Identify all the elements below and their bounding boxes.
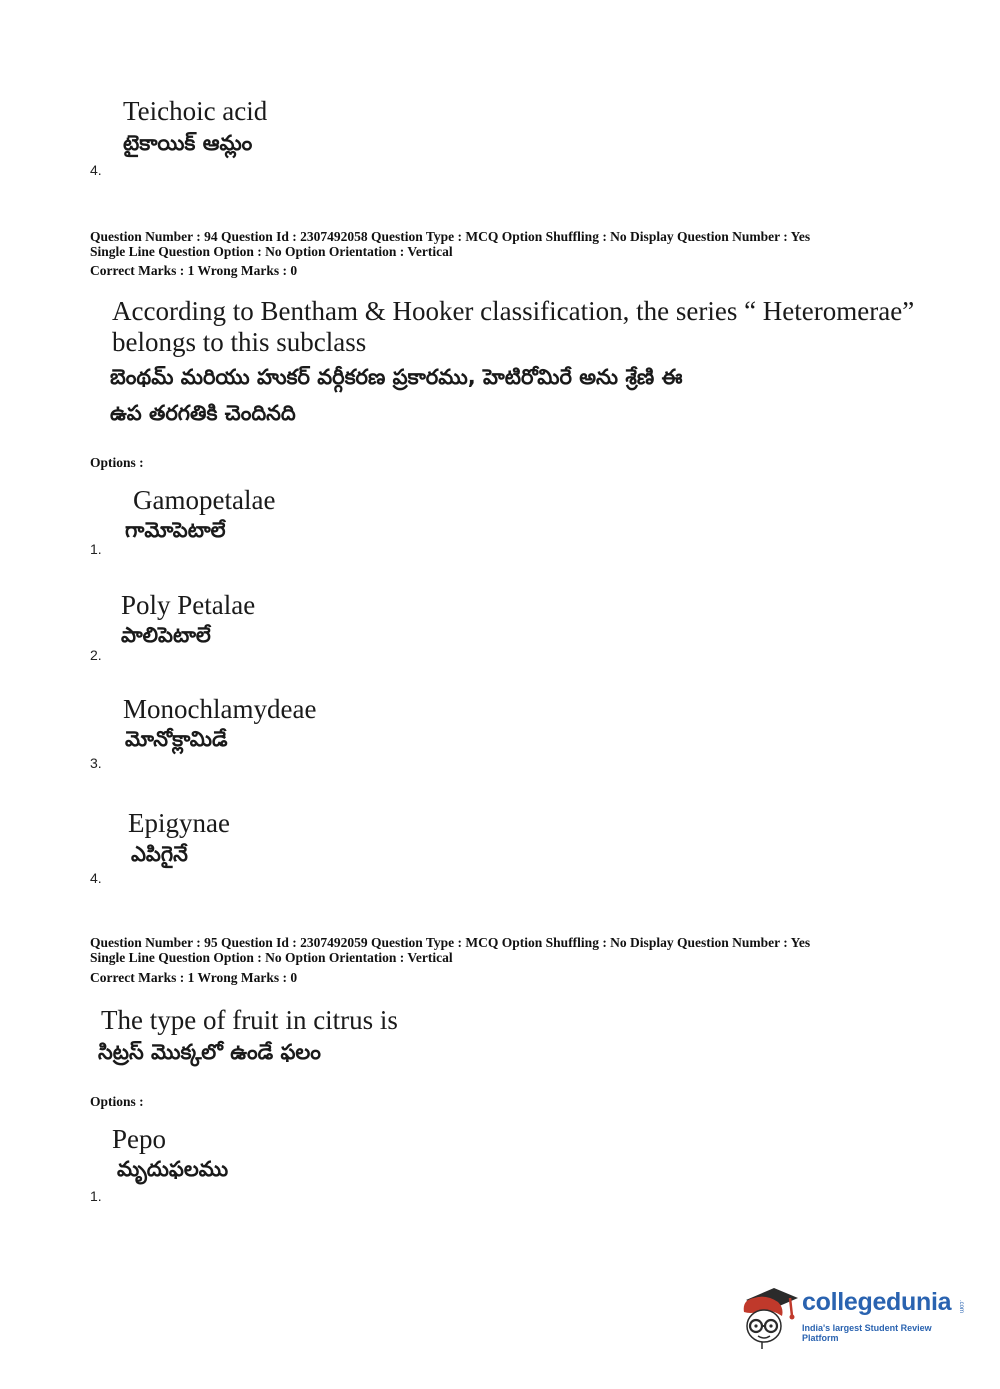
q94-option-2-text-te: పాలిపెటాలే bbox=[121, 623, 211, 647]
q95-option-1-text-en: Pepo bbox=[112, 1124, 166, 1154]
q94-meta-line2: Single Line Question Option : No Option Orientation : Vertical bbox=[90, 244, 453, 259]
q94-option-3-text-te: మోనోక్లామిడే bbox=[125, 727, 228, 751]
prev-option4-number: 4. bbox=[90, 162, 102, 178]
collegedunia-logo-suffix: .com bbox=[958, 1300, 964, 1314]
q95-question-te: సిట్రస్ మొక్కలో ఉండే ఫలం bbox=[98, 1040, 321, 1064]
q95-meta-line1: Question Number : 95 Question Id : 2307492059 Question Type : MCQ Option Shuffling : No Display Question Number : Yes bbox=[90, 935, 811, 950]
q94-option-4-number: 4. bbox=[90, 870, 102, 886]
q94-question-te-line1: బెంథమ్ మరియు హుకర్ వర్గీకరణ ప్రకారము, హెటిరోమిరే అను శ్రేణి ఈ bbox=[110, 365, 683, 389]
q94-option-3-number: 3. bbox=[90, 755, 102, 771]
q94-option-1-number: 1. bbox=[90, 541, 102, 557]
q95-meta-line2: Single Line Question Option : No Option Orientation : Vertical bbox=[90, 950, 453, 965]
prev-option4-text-en: Teichoic acid bbox=[123, 96, 268, 126]
collegedunia-watermark bbox=[740, 1282, 970, 1352]
q94-option-4-text-en: Epigynae bbox=[128, 808, 230, 838]
q95-marks: Correct Marks : 1 Wrong Marks : 0 bbox=[90, 970, 298, 985]
prev-option4-text-te: టైకాయిక్ ఆమ్లం bbox=[123, 131, 253, 155]
q94-option-2-text-en: Poly Petalae bbox=[121, 590, 256, 620]
q95-option-1-text-te: మృదుఫలము bbox=[117, 1157, 229, 1181]
q94-question-te-line2: ఉప తరగతికి చెందినది bbox=[110, 401, 296, 425]
q94-question-en-line1: According to Bentham & Hooker classification, the series “ Heteromerae” bbox=[112, 296, 915, 326]
collegedunia-logo-text: collegedunia bbox=[802, 1288, 952, 1316]
q95-options-label: Options : bbox=[90, 1094, 144, 1109]
q94-meta-line1: Question Number : 94 Question Id : 2307492058 Question Type : MCQ Option Shuffling : No Display Question Number : Yes bbox=[90, 229, 811, 244]
q94-option-1-text-en: Gamopetalae bbox=[133, 485, 276, 515]
collegedunia-mascot-icon bbox=[740, 1282, 800, 1350]
q95-option-1-number: 1. bbox=[90, 1188, 102, 1204]
q94-option-4-text-te: ఎపిగైనే bbox=[131, 842, 188, 866]
q94-options-label: Options : bbox=[90, 455, 144, 470]
q94-option-3-text-en: Monochlamydeae bbox=[123, 694, 317, 724]
q94-option-2-number: 2. bbox=[90, 647, 102, 663]
q95-question-en: The type of fruit in citrus is bbox=[101, 1005, 398, 1035]
q94-question-en-line2: belongs to this subclass bbox=[112, 327, 367, 357]
q94-marks: Correct Marks : 1 Wrong Marks : 0 bbox=[90, 263, 298, 278]
collegedunia-tagline: India's largest Student Review Platform bbox=[802, 1323, 932, 1343]
q94-option-1-text-te: గామోపెటాలే bbox=[125, 518, 226, 542]
